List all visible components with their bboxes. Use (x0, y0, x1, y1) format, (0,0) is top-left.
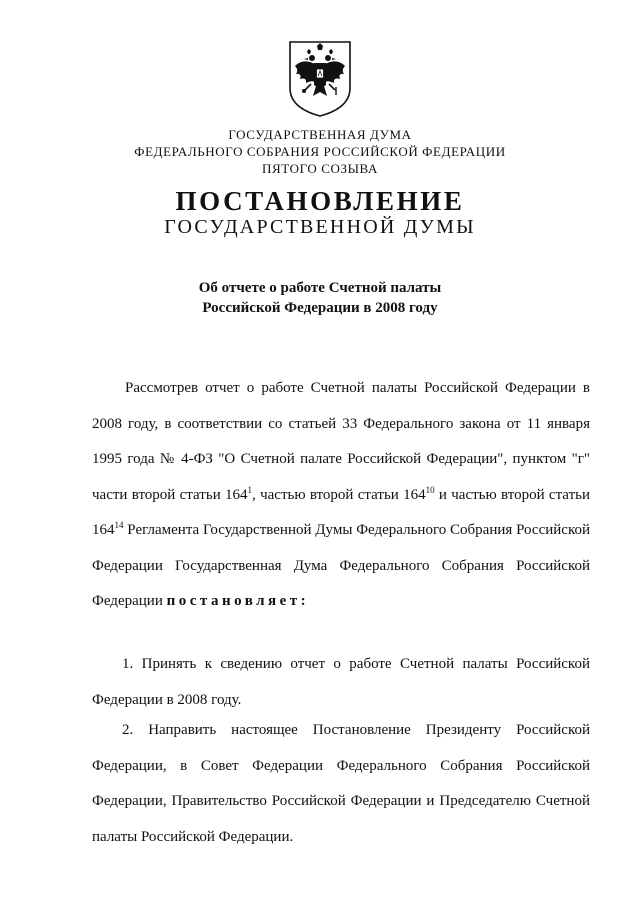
document-subject (0, 278, 640, 318)
issuer-line-3: ПЯТОГО СОЗЫВА (262, 161, 378, 176)
document-type-title: ПОСТАНОВЛЕНИЕ (175, 186, 465, 216)
resolution-item-2: 2. Направить настоящее Постановление Президенту Российской Федерации, в Совет Федерации Федерального Собрания Российской Федерации, Правительство Российской Федерации и Председателю Счетной палаты Российской Федерации. (92, 722, 590, 845)
superscript-10: 10 (425, 484, 435, 495)
preamble-text-4: Регламента Государственной Думы Федерального Собрания Российской Федерации Государственная Дума Федерального Собрания Российской Федерации (92, 522, 590, 609)
subject-line-1: Об отчете о работе Счетной палаты (198, 280, 442, 296)
resolution-item-1: 1. Принять к сведению отчет о работе Счетной палаты Российской Федерации в 2008 году. (92, 656, 590, 708)
preamble-text-3: и частью второй статьи 164 (92, 486, 590, 538)
resolves-keyword: постановляет: (166, 593, 310, 609)
coat-of-arms-icon (287, 40, 353, 118)
superscript-14: 14 (114, 520, 124, 530)
superscript-1: 1 (247, 484, 253, 495)
document-type-subtitle: ГОСУДАРСТВЕННОЙ ДУМЫ (164, 216, 476, 238)
issuer-line-1: ГОСУДАРСТВЕННАЯ ДУМА (228, 127, 412, 142)
preamble-text-1: Рассмотрев отчет о работе Счетной палаты Российской Федерации в 2008 году, в соответствии со статьей 33 Федерального закона от 11 января 1995 года № 4-ФЗ "О Счетной палате Российской Федерации", пунктом "г" части второй статьи 164 (92, 380, 590, 503)
preamble-paragraph (92, 371, 590, 620)
issuer-line-2: ФЕДЕРАЛЬНОГО СОБРАНИЯ РОССИЙСКОЙ ФЕДЕРАЦИИ (134, 144, 506, 159)
issuer-block (0, 126, 640, 177)
subject-line-2: Российской Федерации в 2008 году (202, 300, 438, 316)
preamble-text-2: , частью второй статьи 164 (252, 486, 426, 503)
